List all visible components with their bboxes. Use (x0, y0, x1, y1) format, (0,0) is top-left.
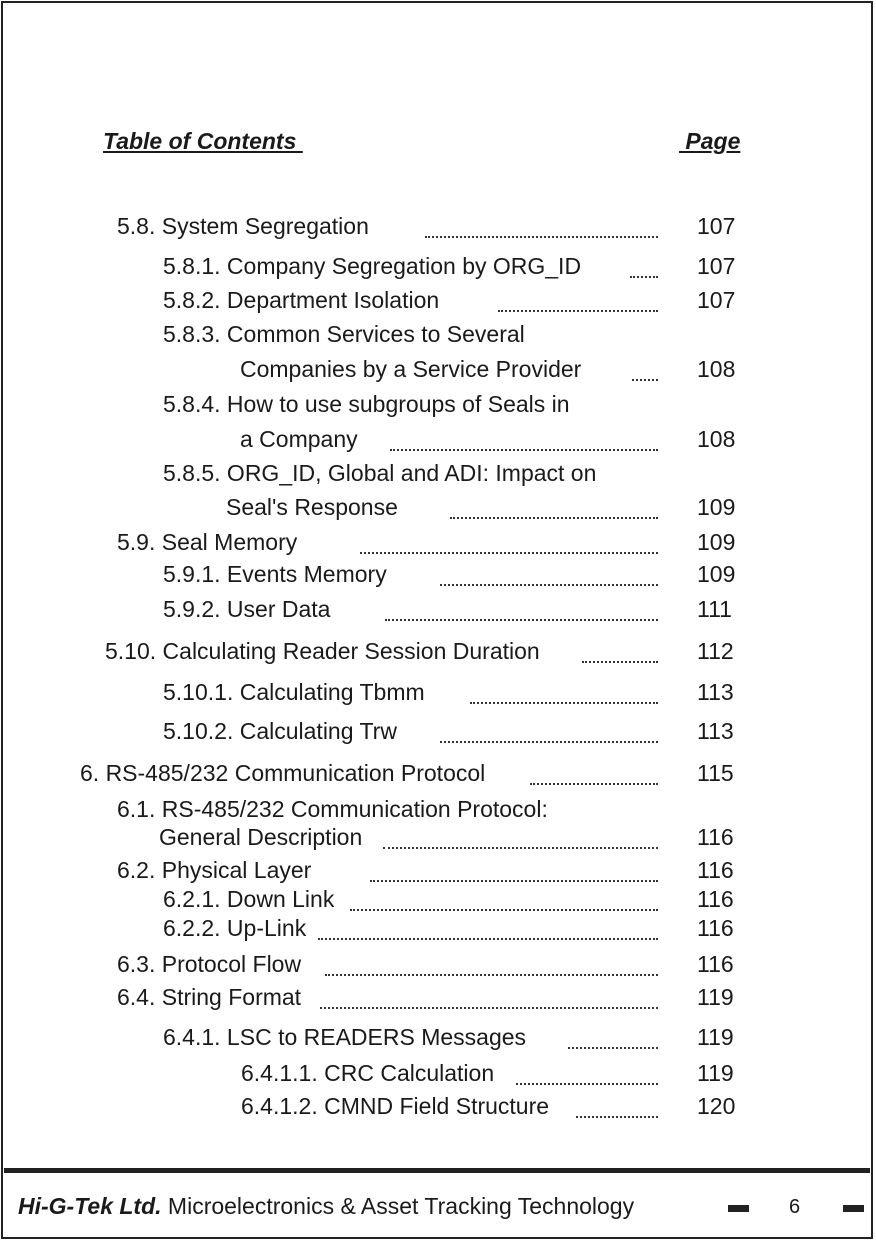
page-column-heading: Page (679, 128, 741, 154)
toc-entry[interactable] (0, 356, 876, 386)
toc-entry-page: 107 (697, 287, 736, 313)
leader-dots (320, 1005, 658, 1009)
footer (18, 1193, 634, 1220)
toc-entry[interactable] (0, 1060, 876, 1090)
toc-entry-page: 107 (697, 253, 736, 279)
toc-entry-label: 5.10.1. Calculating Tbmm (163, 679, 425, 705)
toc-entry[interactable] (0, 561, 876, 591)
leader-dots (390, 447, 658, 451)
toc-entry-page: 119 (697, 984, 734, 1010)
toc-entry-page: 111 (697, 596, 732, 622)
toc-entry-page: 109 (697, 494, 736, 520)
leader-dots (350, 907, 658, 911)
toc-entry-label: 5.10.2. Calculating Trw (163, 718, 397, 744)
toc-entry[interactable] (0, 915, 876, 945)
toc-entry-label: 6.2. Physical Layer (117, 857, 312, 883)
toc-entry-label: Seal's Response (226, 494, 398, 520)
toc-entry-page: 116 (697, 886, 734, 912)
toc-entry-page: 108 (697, 356, 736, 382)
page-number: 6 (789, 1196, 801, 1218)
leader-dots (360, 550, 658, 554)
leader-dots (498, 308, 658, 312)
toc-entry-page: 119 (697, 1024, 734, 1050)
toc-entry-page: 116 (697, 915, 734, 941)
footer-rule (4, 1168, 870, 1173)
toc-entry (0, 321, 876, 351)
leader-dots (325, 972, 658, 976)
toc-entry[interactable] (0, 679, 876, 709)
toc-entry[interactable] (0, 1093, 876, 1123)
leader-dots (383, 845, 658, 849)
footer-marker (843, 1205, 864, 1212)
toc-entry-label: 6.4. String Format (117, 984, 302, 1010)
toc-entry-label: 6. RS-485/232 Communication Protocol (80, 760, 486, 786)
leader-dots (440, 739, 658, 743)
toc-entry[interactable] (0, 287, 876, 317)
leader-dots (370, 878, 658, 882)
toc-entry[interactable] (0, 857, 876, 887)
toc-entry-label: 5.9. Seal Memory (117, 529, 298, 555)
toc-entry-label: Companies by a Service Provider (240, 356, 582, 382)
toc-entry[interactable] (0, 951, 876, 981)
company-name: Hi-G-Tek Ltd. (18, 1193, 162, 1219)
toc-entry-page: 109 (697, 529, 736, 555)
toc-entry-page: 107 (697, 213, 736, 239)
leader-dots (425, 234, 658, 238)
toc-entry-label: 5.10. Calculating Reader Session Duration (105, 638, 540, 664)
toc-entry-label: General Description (159, 824, 363, 850)
company-tagline: Microelectronics & Asset Tracking Technology (161, 1193, 635, 1219)
toc-entry-label: 5.9.2. User Data (163, 596, 331, 622)
toc-entry[interactable] (0, 426, 876, 456)
toc-entry-page: 113 (697, 679, 734, 705)
toc-entry-page: 109 (697, 561, 736, 587)
toc-entry-page: 112 (697, 638, 734, 664)
toc-entry (0, 460, 876, 490)
leader-dots (632, 377, 658, 381)
toc-entry-label: a Company (240, 426, 358, 452)
toc-entry[interactable] (0, 596, 876, 626)
leader-dots (318, 936, 658, 940)
toc-title: Table of Contents (103, 128, 303, 154)
toc-entry-label: 5.9.1. Events Memory (163, 561, 387, 587)
toc-entry[interactable] (0, 824, 876, 854)
toc-entry (0, 796, 876, 826)
toc-entry-label: 5.8.1. Company Segregation by ORG_ID (163, 253, 582, 279)
toc-entry-label: 5.8.4. How to use subgroups of Seals in (163, 391, 570, 417)
toc-entry-page: 116 (697, 951, 734, 977)
leader-dots (576, 1114, 658, 1118)
toc-entry-label: 6.3. Protocol Flow (117, 951, 302, 977)
toc-entry-page: 113 (697, 718, 734, 744)
toc-entry-label: 6.4.1.2. CMND Field Structure (241, 1093, 550, 1119)
toc-entry-page: 116 (697, 857, 734, 883)
toc-entry[interactable] (0, 886, 876, 916)
leader-dots (470, 700, 658, 704)
toc-entry-label: 5.8.5. ORG_ID, Global and ADI: Impact on (163, 460, 597, 486)
toc-entry[interactable] (0, 718, 876, 748)
leader-dots (516, 1081, 658, 1085)
toc-entry-page: 120 (697, 1093, 736, 1119)
toc-entry[interactable] (0, 1024, 876, 1054)
toc-entry-page: 119 (697, 1060, 734, 1086)
toc-entry (0, 391, 876, 421)
toc-entry-label: 6.2.1. Down Link (163, 886, 335, 912)
footer-marker (728, 1205, 749, 1212)
leader-dots (582, 659, 658, 663)
leader-dots (568, 1045, 658, 1049)
leader-dots (630, 274, 658, 278)
leader-dots (440, 582, 658, 586)
toc-entry[interactable] (0, 984, 876, 1014)
toc-entry[interactable] (0, 253, 876, 283)
toc-entry-label: 6.2.2. Up-Link (163, 915, 307, 941)
toc-entry[interactable] (0, 213, 876, 243)
toc-entry-label: 6.4.1. LSC to READERS Messages (163, 1024, 527, 1050)
toc-entry-page: 116 (697, 824, 734, 850)
toc-entry-page: 115 (697, 760, 734, 786)
leader-dots (450, 515, 658, 519)
toc-entry[interactable] (0, 494, 876, 524)
leader-dots (530, 781, 658, 785)
toc-entry-label: 5.8.2. Department Isolation (163, 287, 440, 313)
toc-entry[interactable] (0, 760, 876, 790)
toc-entry[interactable] (0, 638, 876, 668)
toc-entry-label: 6.1. RS-485/232 Communication Protocol: (117, 796, 548, 822)
toc-entry-label: 6.4.1.1. CRC Calculation (241, 1060, 495, 1086)
toc-entry-label: 5.8. System Segregation (117, 213, 369, 239)
toc-entry-page: 108 (697, 426, 736, 452)
toc-entry-label: 5.8.3. Common Services to Several (163, 321, 525, 347)
leader-dots (385, 617, 658, 621)
toc-entry[interactable] (0, 529, 876, 559)
